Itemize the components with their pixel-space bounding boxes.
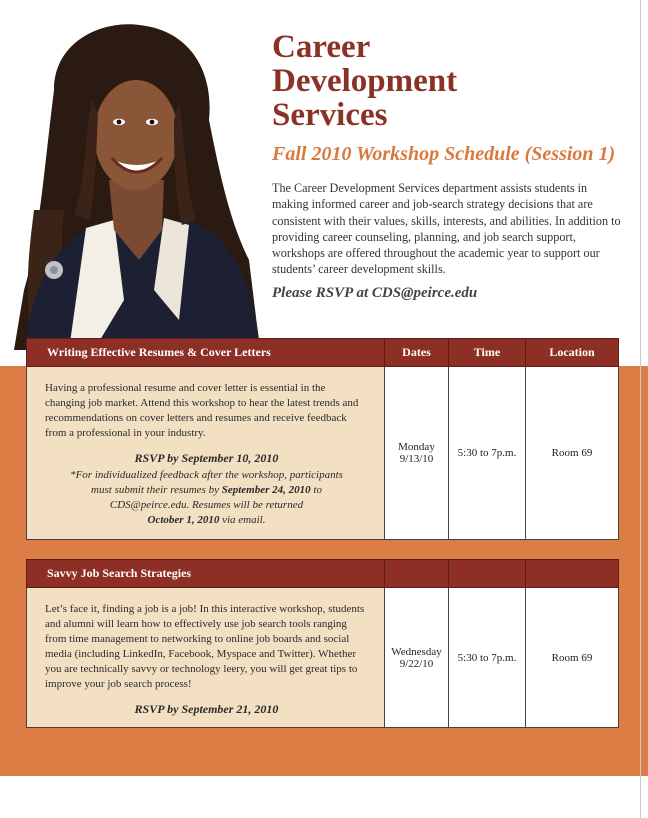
empty-header-cell [526, 560, 619, 588]
workshop-date-cell [385, 367, 449, 540]
workshop-date: 9/22/10 [399, 657, 434, 670]
workshop-detail-row [27, 367, 619, 540]
workshop-date: 9/13/10 [399, 453, 434, 465]
workshop-description: Having a professional resume and cover letter is essential in the changing job market. Attend this workshop to hear the latest trends and recommendations on cover letters and resumes and receive feedback from a professional in your industry. [45, 382, 359, 439]
empty-header-cell [449, 560, 526, 588]
workshop-location: Room 69 [526, 367, 619, 540]
workshop-description: Let’s face it, finding a job is a job! In this interactive workshop, students and alumni will learn how to effectively use job search tools ranging from time management to networking to online job boards and social media (including LinkedIn, Facebook, Myspace and Twitter). Whether you are technically savvy or technology leery, you will get great tips to improve your job search process! [45, 603, 365, 690]
page-title [272, 30, 632, 132]
workshop-rsvp-block [45, 702, 368, 717]
intro-paragraph: The Career Development Services department assists students in making informed career and job-search strategy decisions that are consistent with their values, skills, interests, and abilities. In addition to providing career counseling, planning, and job search support, workshops are offered throughout the academic year to support our students’ career development skills. [272, 181, 621, 277]
location-column-header: Location [526, 339, 619, 367]
workshop-date-cell [385, 588, 449, 728]
feedback-note-line-4: October 1, 2010 via email. [147, 514, 266, 526]
workshop-table-1 [26, 338, 619, 540]
title-line-1: Career [272, 29, 371, 65]
title-line-3: Services [272, 97, 388, 133]
workshop-description-cell [27, 367, 385, 540]
workshop-time: 5:30 to 7p.m. [449, 588, 526, 728]
workshop-header-row [27, 339, 619, 367]
empty-header-cell [385, 560, 449, 588]
workshop-title: Savvy Job Search Strategies [27, 560, 385, 588]
dates-column-header: Dates [385, 339, 449, 367]
workshop-table-2 [26, 559, 619, 728]
workshop-day: Wednesday [391, 645, 442, 658]
feedback-note-line-2: must submit their resumes by September 24, 2010 to [91, 484, 322, 496]
workshop-location: Room 69 [526, 588, 619, 728]
schedule-subtitle: Fall 2010 Workshop Schedule (Session 1) [272, 143, 616, 165]
workshop-time: 5:30 to 7p.m. [449, 367, 526, 540]
workshop-title: Writing Effective Resumes & Cover Letters [27, 339, 385, 367]
workshop-day: Monday [398, 441, 435, 453]
portrait-photo [14, 20, 260, 350]
feedback-note-line-3: CDS@peirce.edu. Resumes will be returned [109, 499, 304, 511]
workshop-rsvp: RSVP by September 21, 2010 [134, 702, 279, 716]
workshop-rsvp-block [45, 451, 368, 528]
workshop-rsvp: RSVP by September 10, 2010 [134, 451, 279, 465]
rsvp-contact: Please RSVP at CDS@peirce.edu [272, 285, 478, 301]
workshop-description-cell [27, 588, 385, 728]
page-edge-rule [640, 0, 641, 818]
title-line-2: Development [272, 63, 458, 99]
workshop-header-row [27, 560, 619, 588]
workshop-detail-row [27, 588, 619, 728]
time-column-header: Time [449, 339, 526, 367]
feedback-note-line-1: *For individualized feedback after the workshop, participants [70, 469, 343, 481]
